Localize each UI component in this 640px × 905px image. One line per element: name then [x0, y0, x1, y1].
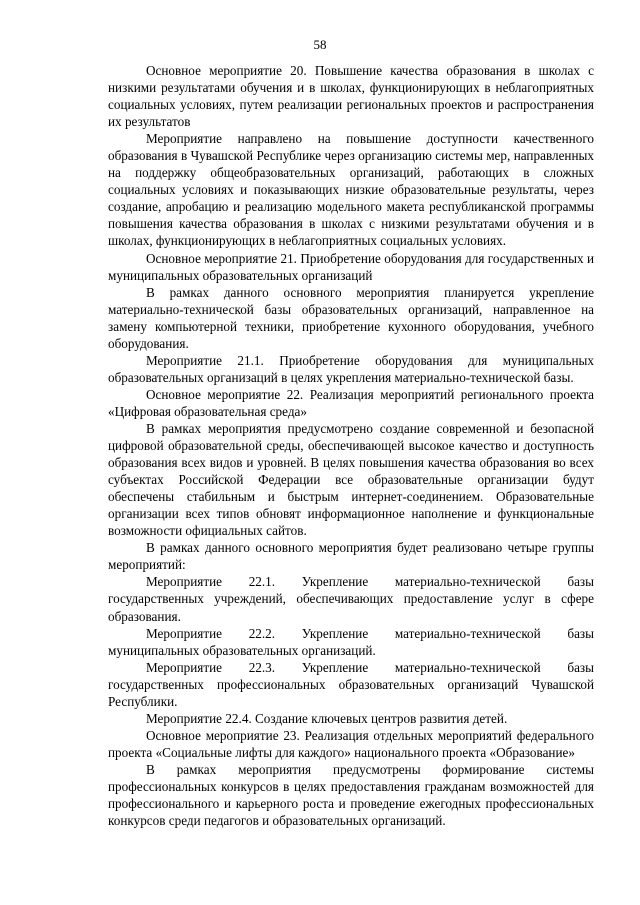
document-body: [108, 62, 594, 829]
paragraph-activity-22-4: Мероприятие 22.4. Создание ключевых центров развития детей.: [146, 710, 508, 726]
page-number: 58: [313, 37, 327, 52]
paragraph-main-activity-20: Основное мероприятие 20. Повышение качества образования в школах с низкими результатами обучения и в школах, функционирующих в неблагоприятных социальных условиях, путем реализации региональных проектов и распространения их результатов: [108, 63, 594, 130]
paragraph-activity-21-description: В рамках данного основного мероприятия планируется укрепление материально-технической базы образовательных организаций, направленное на замену компьютерной техники, приобретение кухонного оборудования, учебного оборудования.: [108, 284, 594, 351]
paragraph-activity-23-description: В рамках мероприятия предусмотрены формирование системы профессиональных конкурсов в целях предоставления гражданам возможностей для профессионального и карьерного роста и проведение ежегодных профессиональных конкурсов среди педагогов и образовательных организаций.: [108, 761, 594, 829]
paragraph-main-activity-21: Основное мероприятие 21. Приобретение оборудования для государственных и муниципальных образовательных организаций: [108, 250, 594, 283]
paragraph-activity-22-groups: В рамках данного основного мероприятия будет реализовано четыре группы мероприятий:: [108, 540, 594, 573]
paragraph-main-activity-23: Основное мероприятие 23. Реализация отдельных мероприятий федерального проекта «Социальные лифты для каждого» национального проекта «Образование»: [108, 727, 594, 760]
paragraph-activity-22-1: Мероприятие 22.1. Укрепление материально-технической базы государственных учреждений, обеспечивающих предоставление услуг в сфере образования.: [108, 574, 594, 624]
paragraph-activity-22-2: Мероприятие 22.2. Укрепление материально-технической базы муниципальных образовательных организаций.: [108, 625, 594, 658]
paragraph-activity-22-description: В рамках мероприятия предусмотрено создание современной и безопасной цифровой образовательной среды, обеспечивающей высокое качество и доступность образования всех видов и уровней. В целях повышения качества образования во всех субъектах Российской Федерации все образовательные организации будут обеспечены стабильным и быстрым интернет-соединением. Образовательные организации всех типов обновят информационное наполнение и функциональные возможности официальных сайтов.: [108, 420, 594, 539]
paragraph-main-activity-22: Основное мероприятие 22. Реализация мероприятий регионального проекта «Цифровая образовательная среда»: [108, 386, 594, 419]
paragraph-activity-20-description: Мероприятие направлено на повышение доступности качественного образования в Чувашской Республике через организацию системы мер, направленных на поддержку общеобразовательных организаций, работающих в сложных социальных условиях и показывающих низкие образовательные результаты, через создание, апробацию и реализацию модельного макета республиканской программы повышения качества образования в школах с низкими результатами обучения и в школах, функционирующих в неблагоприятных социальных условиях.: [108, 131, 594, 249]
paragraph-activity-21-1: Мероприятие 21.1. Приобретение оборудования для муниципальных образовательных организаций в целях укрепления материально-технической базы.: [108, 352, 594, 385]
paragraph-activity-22-3: Мероприятие 22.3. Укрепление материально-технической базы государственных профессиональных образовательных организаций Чувашской Республики.: [108, 659, 594, 709]
